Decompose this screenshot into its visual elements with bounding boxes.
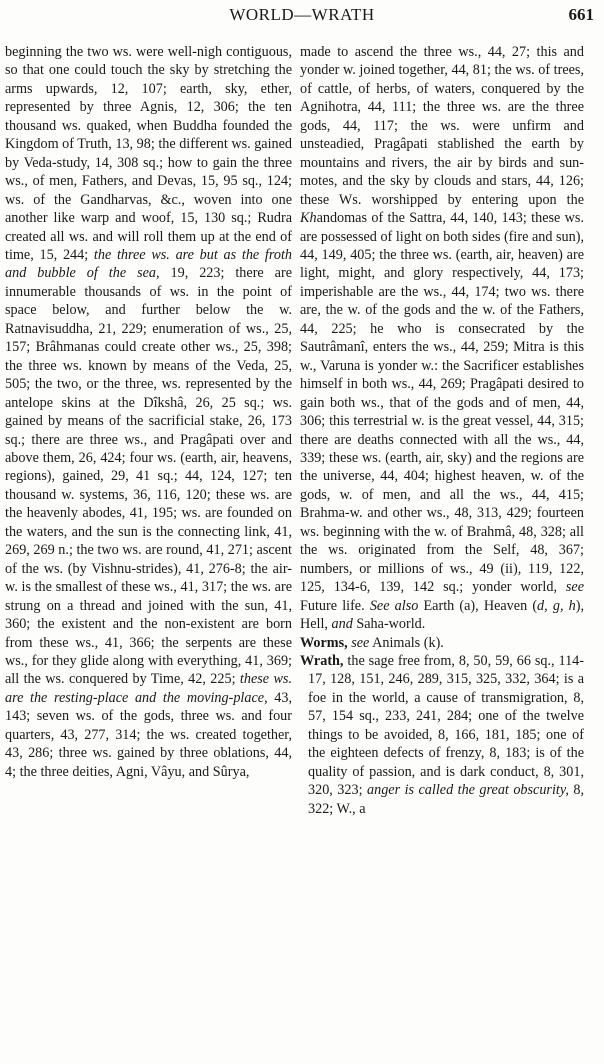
entry-text: 8, 322; W., a xyxy=(308,782,584,817)
left-column xyxy=(5,43,292,1059)
entry-text: made to ascend the three ws., 44, 27; this and yonder w. joined together, 44, 81; the ws. of trees, of cattle, of herbs, of waters, conquered by the Agnihotra, 44, 111; the three ws. are the three gods, 44, 117; the ws. were unfirm and unsteadied, Pragâpati stablished the earth by mountains and rivers, the air by birds and sun-motes, and the sky by clouds and stars, 44, 126; these Ws. worshipped by entering upon the xyxy=(300,44,584,208)
right-column xyxy=(300,43,584,1059)
headword-worms: Worms, xyxy=(300,634,348,651)
italic-and: and xyxy=(331,616,353,633)
entry-world-continued xyxy=(300,43,584,634)
entry-world-continued xyxy=(5,43,292,781)
italic-quote: these ws. are the resting-place and the moving-place, xyxy=(5,671,292,706)
entry-text: Animals (k). xyxy=(372,634,444,651)
italic-quote: the three ws. are but as the froth and bubble of the sea, xyxy=(5,246,292,282)
entry-text: andomas of the Sattra, 44, 140, 143; these ws. are possessed of light on both sides (fire and sun), 44, 149, 405; the three ws. (earth, air, heaven) are light, might, and glory respectively, 44, 173; imperishable are the ws., 44, 174; two ws. there are, the w. of the gods and the w. of the Fathers, 44, 225; he who is consecrated by the Sautrâmanî, enters the ws., 44, 259; Mitra is this w., Varuna is yonder w.: the Sacrificer establishes himself in both ws., 44, 269; Pragâpati desired to gain both ws., that of the gods and of men, 44, 306; this terrestrial w. is the great vessel, 44, 315; there are deaths connected with all the ws., 44, 339; these ws. (earth, air, sky) and the regions are the universe, 44, 404; highest heaven, w. of the gods, w. of men, and all the ws., 44, 415; Brahma-w. and other ws., 48, 313, 429; fourteen ws. beginning with the w. of Brahmâ, 48, 328; all the ws. originated from the Self, 48, 367; numbers, or millions of ws., 49 (ii), 119, 122, 125, 134-6, 139, 142 sq.; yonder world, xyxy=(300,210,584,596)
entry-worms xyxy=(300,634,584,652)
entry-wrath xyxy=(300,652,584,818)
entry-text: Saha-world. xyxy=(356,616,426,633)
entry-text: beginning the two ws. were well-nigh contiguous, so that one could touch the sky by stretching the arms upwards, 12, 107; earth, sky, ether, represented by three Agnis, 12, 306; the ten thousand ws. quaked, when Buddha founded the Kingdom of Truth, 13, 98; the different ws. gained by Veda-study, 14, 308 sq.; how to gain the three ws., of men, Fathers, and Devas, 15, 95 sq., 124; ws. of the Gandharvas, &c., woven into one another like warp and woof, 15, 130 sq.; Rudra created all ws. and will roll them up at the end of time, 15, 244; xyxy=(5,44,292,263)
running-head: WORLD—WRATH xyxy=(229,5,375,24)
entry-text: 19, 223; there are innumerable thousands of ws. in the point of space below, and further below the w. Ratnavisuddha, 21, 229; enumeration of ws., 25, 157; Brâhmanas could create other ws., 25, 398; the three ws. known by means of the Veda, 25, 505; the two, or the three, ws. represented by the antelope skins at the Dîkshâ, 26, 25 sq.; ws. gained by means of the sacrificial stake, 26, 173 sq.; there are three ws., and Pragâpati over and above them, 26, 424; four ws. (earth, air, heavens, regions), gained, 29, 41 sq.; 44, 124, 127; ten thousand w. systems, 36, 116, 120; these ws. are the heavenly abodes, 41, 195; ws. are founded on the waters, and the sun is the connecting link, 41, 269, 269 n.; the two ws. are round, 41, 271; ascent of the ws. (by Vishnu-strides), 41, 276-8; the air-w. is the smallest of these ws., 41, 317; the ws. are strung on a thread and joined with the sun, 41, 360; the existent and the non-existent are born from these ws., 41, 366; the serpents are these ws., for they glide along with everything, 41, 369; all the ws. conquered by Time, 42, 225; xyxy=(5,265,292,688)
entry-text: Earth (a), Heaven ( xyxy=(423,597,538,614)
see-reference: see xyxy=(565,579,584,596)
page-number: 661 xyxy=(568,5,594,24)
page-header xyxy=(0,5,604,29)
italic-word: Kh xyxy=(300,210,317,227)
italic-letters: d, g, h xyxy=(537,597,576,614)
entry-text: ), Hell, xyxy=(300,597,584,633)
see-also-reference: See also xyxy=(369,597,419,614)
italic-quote: anger is called the great obscurity, xyxy=(367,782,569,799)
entry-text: Future life. xyxy=(300,597,365,614)
entry-text: the sage free from, 8, 50, 59, 66 sq., 114-17, 128, 151, 246, 289, 315, 325, 332, 364; is a foe in the world, a cause of transmigration, 8, 57, 154 sq., 233, 241, 284; one of the twelve things to be avoided, 8, 166, 181, 185; one of the eighteen defects of frenzy, 8, 183; is of the quality of passion, and is dark conduct, 8, 301, 320, 323; xyxy=(308,652,584,799)
headword-wrath: Wrath, xyxy=(300,652,344,669)
see-reference: see xyxy=(351,634,370,651)
entry-text: 43, 143; seven ws. of the gods, three ws. and four quarters, 43, 277, 314; the ws. created together, 43, 286; three ws. gained by three oblations, 44, 4; the three deities, Agni, Vâyu, and Sûrya, xyxy=(5,689,292,780)
